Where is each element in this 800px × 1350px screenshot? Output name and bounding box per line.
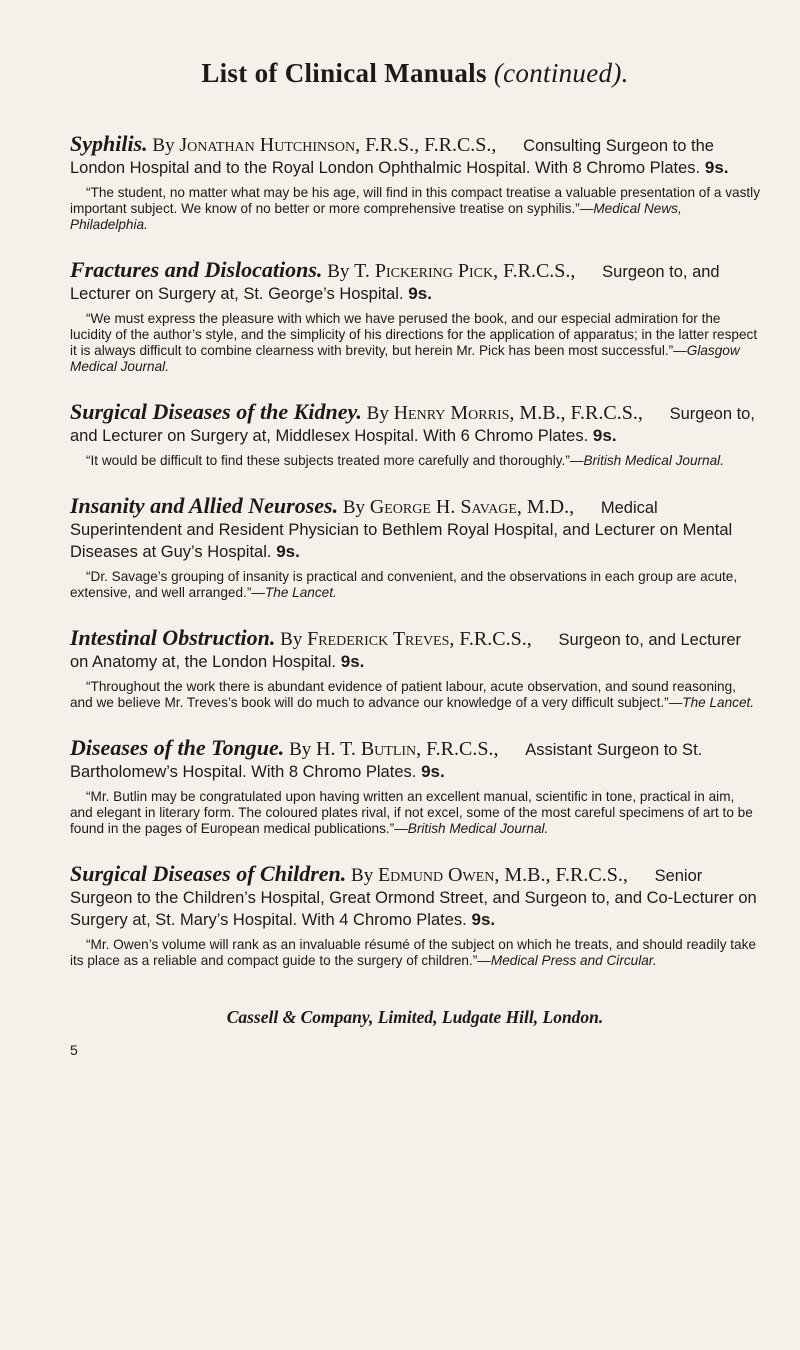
- entry-author: Henry Morris, M.B., F.R.C.S.,: [393, 402, 643, 424]
- manual-list: [70, 133, 760, 969]
- entry-head: [70, 863, 760, 931]
- entry-author: George H. Savage, M.D.,: [369, 496, 575, 518]
- entry-head: [70, 133, 760, 179]
- entry-description: Consulting Surgeon to the London Hospital and to the Royal London Ophthalmic Hospital. With 8 Chromo Plates.: [70, 137, 714, 177]
- entry-by: By: [152, 135, 175, 156]
- review-source: The Lancet.: [264, 585, 337, 600]
- entry-title: Surgical Diseases of the Kidney.: [70, 399, 362, 424]
- page-heading: [70, 58, 760, 89]
- review-source: British Medical Journal.: [407, 821, 549, 836]
- entry-author: Edmund Owen, M.B., F.R.C.S.,: [377, 864, 628, 886]
- entry-author: Jonathan Hutchinson, F.R.S., F.R.C.S.,: [179, 134, 497, 156]
- entry-price: 9s.: [592, 426, 617, 445]
- heading-continued: (continued).: [493, 58, 629, 88]
- entry-by: By: [327, 261, 350, 282]
- entry-review-quote: [70, 453, 760, 469]
- review-text: “We must express the pleasure with which we have perused the book, and our especial admiration for the lucidity of the author’s style, and the simplicity of his directions for the application of apparatus; in the latter respect it is always difficult to combine clearness with brevity, but herein Mr. Pick has been most successful.”—: [70, 311, 758, 358]
- entry-head: [70, 737, 760, 783]
- list-item: [70, 259, 760, 375]
- entry-description: Senior Surgeon to the Children’s Hospital, Great Ormond Street, and Surgeon to, and Co-Lecturer on Surgery at, St. Mary’s Hospital. With 4 Chromo Plates.: [70, 867, 757, 929]
- entry-price: 9s.: [704, 158, 729, 177]
- entry-head: [70, 401, 760, 447]
- entry-description: Surgeon to, and Lecturer on Surgery at, St. George’s Hospital.: [70, 263, 720, 303]
- review-source: Glasgow Medical Journal.: [70, 343, 740, 374]
- entry-price: 9s.: [471, 910, 496, 929]
- entry-description: Medical Superintendent and Resident Physician to Bethlem Royal Hospital, and Lecturer on Mental Diseases at Guy’s Hospital.: [70, 499, 733, 561]
- entry-review-quote: [70, 679, 760, 711]
- list-item: [70, 863, 760, 969]
- entry-by: By: [351, 865, 374, 886]
- entry-price: 9s.: [276, 542, 300, 561]
- entry-review-quote: [70, 937, 760, 969]
- entry-by: By: [342, 497, 366, 518]
- entry-title: Fractures and Dislocations.: [70, 257, 323, 282]
- review-text: “The student, no matter what may be his age, will find in this compact treatise a valuable presentation of a vastly important subject. We know of no better or more comprehensive treatise on syphilis.”—: [70, 185, 760, 216]
- entry-by: By: [289, 739, 312, 760]
- list-item: [70, 401, 760, 469]
- entry-title: Intestinal Obstruction.: [70, 625, 276, 650]
- entry-description: Surgeon to, and Lecturer on Anatomy at, the London Hospital.: [70, 631, 742, 671]
- entry-head: [70, 627, 760, 673]
- review-source: Medical Press and Circular.: [490, 953, 657, 968]
- entry-author: Frederick Treves, F.R.C.S.,: [307, 628, 532, 650]
- entry-title: Syphilis.: [70, 131, 148, 156]
- review-text: “Mr. Butlin may be congratulated upon having written an excellent manual, scientific in tone, practical in aim, and elegant in literary form. The coloured plates rival, if not excel, some of the most careful specimens of art to be found in the pages of European medical publications.”—: [70, 789, 753, 836]
- page-number: 5: [70, 1042, 78, 1058]
- entry-by: By: [280, 629, 303, 650]
- publisher-imprint: Cassell & Company, Limited, Ludgate Hill, London.: [226, 1007, 604, 1027]
- entry-price: 9s.: [340, 652, 365, 671]
- review-source: Medical News, Philadelphia.: [70, 201, 682, 232]
- entry-review-quote: [70, 569, 760, 601]
- entry-head: [70, 259, 760, 305]
- entry-title: Surgical Diseases of Children.: [70, 861, 347, 886]
- review-text: “Dr. Savage’s grouping of insanity is practical and convenient, and the observations in each group are acute, extensive, and well arranged.”—: [70, 569, 738, 600]
- list-item: [70, 495, 760, 601]
- entry-title: Insanity and Allied Neuroses.: [70, 493, 339, 518]
- entry-description: Surgeon to, and Lecturer on Surgery at, Middlesex Hospital. With 6 Chromo Plates.: [70, 405, 755, 445]
- entry-title: Diseases of the Tongue.: [70, 735, 285, 760]
- list-item: [70, 627, 760, 711]
- heading-main: List of Clinical Manuals: [201, 58, 487, 88]
- review-source: British Medical Journal.: [583, 453, 724, 468]
- entry-head: [70, 495, 760, 563]
- entry-price: 9s.: [421, 762, 445, 781]
- review-text: “Throughout the work there is abundant evidence of patient labour, acute observation, and sound reasoning, and we believe Mr. Treves’s book will do much to advance our knowledge of a very difficult subject.”—: [70, 679, 736, 710]
- review-text: “Mr. Owen’s volume will rank as an invaluable résumé of the subject on which he treats, and should readily take its place as a reliable and compact guide to the surgery of children.”—: [70, 937, 756, 968]
- entry-description: Assistant Surgeon to St. Bartholomew’s Hospital. With 8 Chromo Plates.: [70, 741, 703, 781]
- review-text: “It would be difficult to find these subjects treated more carefully and thoroughly.”—: [86, 453, 584, 468]
- entry-review-quote: [70, 789, 760, 837]
- entry-by: By: [366, 403, 389, 424]
- entry-author: T. Pickering Pick, F.R.C.S.,: [354, 260, 576, 282]
- review-source: The Lancet.: [682, 695, 755, 710]
- entry-review-quote: [70, 185, 760, 233]
- list-item: [70, 737, 760, 837]
- entry-author: H. T. Butlin, F.R.C.S.,: [316, 738, 499, 760]
- list-item: [70, 133, 760, 233]
- page: [70, 58, 760, 1058]
- entry-review-quote: [70, 311, 760, 375]
- entry-price: 9s.: [408, 284, 432, 303]
